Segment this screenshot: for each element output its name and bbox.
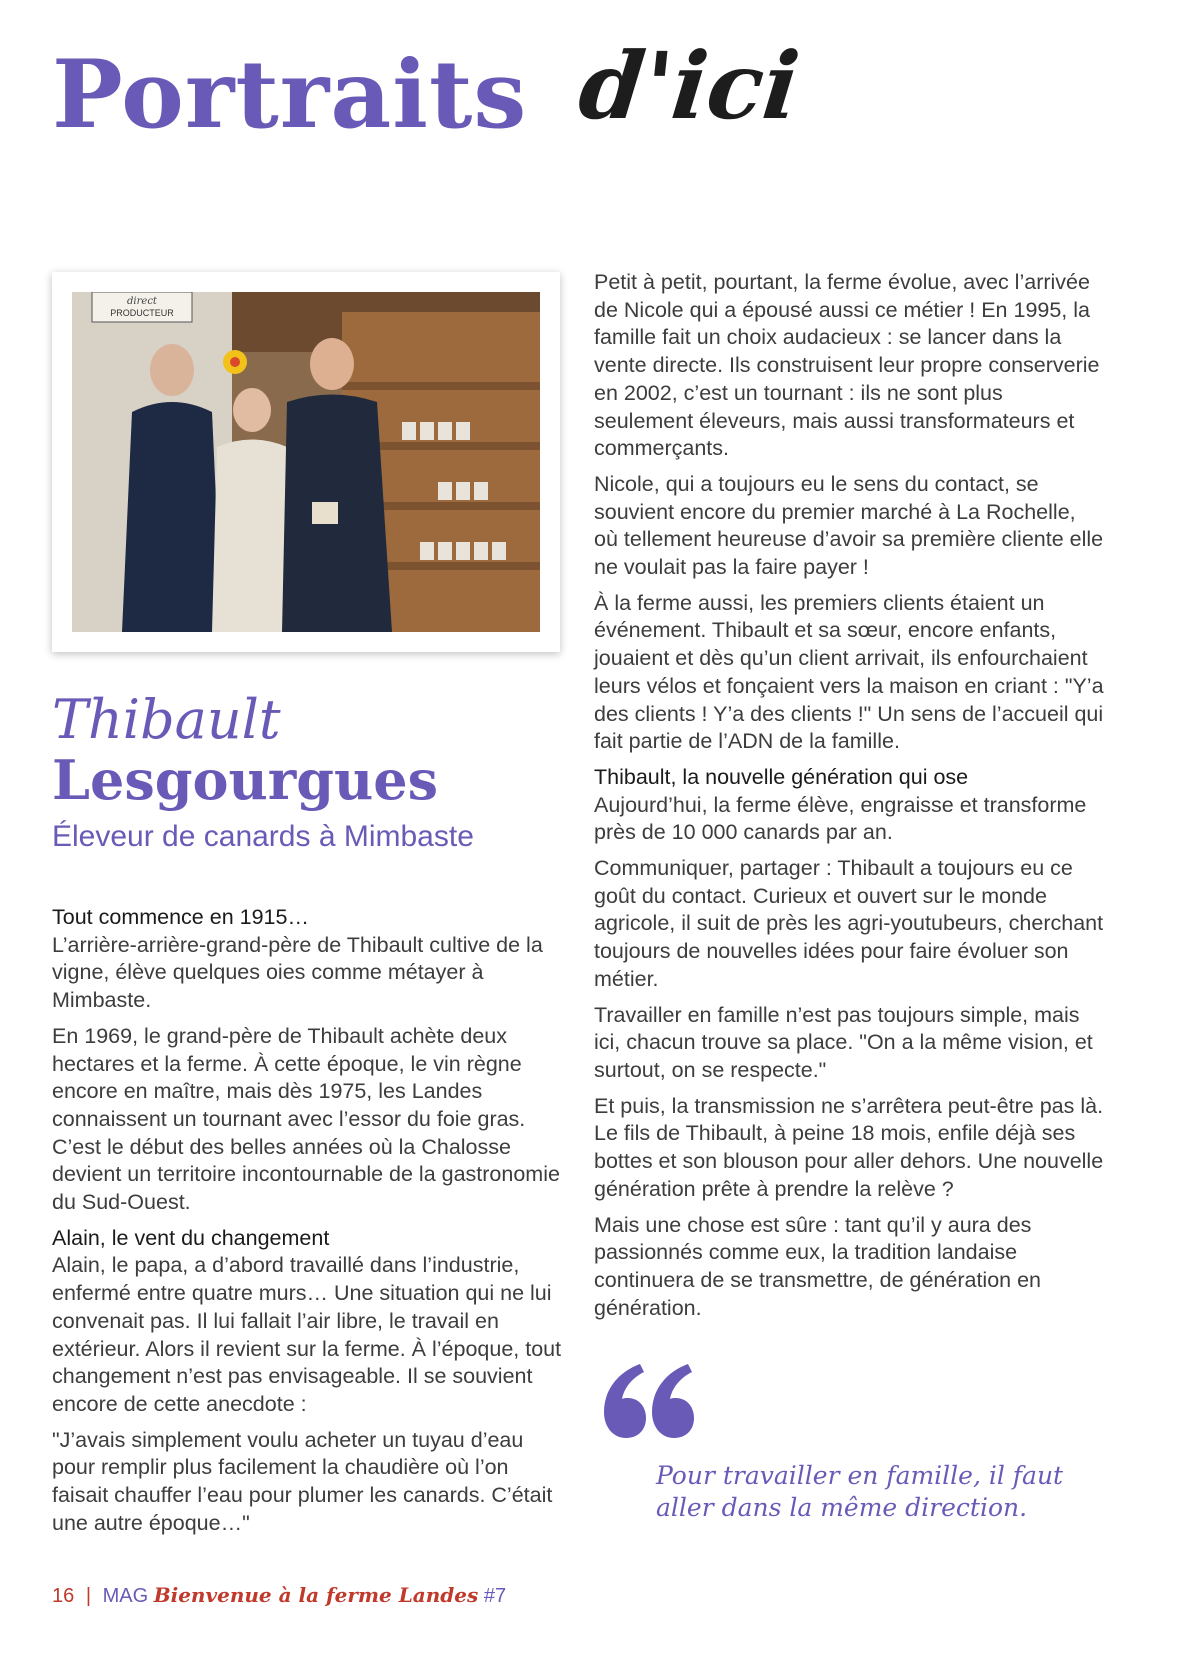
paragraph: Petit à petit, pourtant, la ferme évolue, avec l’arrivée de Nicole qui a épousé aussi ce métier ! En 1995, la famille fait un choix audacieux : se lancer dans la vente directe. Ils construisent leur propre conserverie en 2002, c’est un tournant : ils ne sont plus seulement éleveurs, mais aussi transformateurs et commerçants.	[594, 270, 1100, 461]
sign-line1: direct	[127, 296, 157, 307]
footer-publication: Bienvenue à la ferme Landes	[153, 1583, 479, 1607]
paragraph: À la ferme aussi, les premiers clients étaient un événement. Thibault et sa sœur, encore enfants, jouaient et dès qu’un client arrivait, ils enfourchaient leurs vélos et fonçaient vers la maison en criant : "Y’a des clients ! Y’a des clients !" Un sens de l’accueil qui fait partie de l’ADN de la famille.	[594, 590, 1104, 754]
person-last-name: Lesgourgues	[52, 748, 438, 812]
paragraph: "J’avais simplement voulu acheter un tuyau d’eau pour remplir plus facilement la chaudière où l’on faisait chauffer l’eau pour plumer les canards. C’était une autre époque…"	[52, 1427, 553, 1535]
right-column	[594, 269, 1104, 1330]
paragraph: L’arrière-arrière-grand-père de Thibault cultive de la vigne, élève quelques oies comme métayer à Mimbaste.	[52, 932, 543, 1013]
person-role: Éleveur de canards à Mimbaste	[52, 820, 474, 853]
page-footer	[52, 1583, 506, 1608]
page-number: 16	[52, 1585, 75, 1607]
person-first-name: Thibault	[52, 688, 281, 751]
quote-mark-icon	[600, 1360, 696, 1442]
portrait-photo	[72, 292, 540, 632]
section-heading: Tout commence en 1915…	[52, 905, 309, 929]
paragraph: Mais une chose est sûre : tant qu’il y aura des passionnés comme eux, la tradition landaise continuera de se transmettre, de génération en génération.	[594, 1212, 1042, 1320]
photo-frame	[52, 272, 560, 652]
sign-line2: PRODUCTEUR	[110, 308, 174, 318]
pull-quote: Pour travailler en famille, il faut aller dans la même direction.	[656, 1461, 1064, 1522]
left-column	[52, 904, 562, 1545]
paragraph: En 1969, le grand-père de Thibault achète deux hectares et la ferme. À cette époque, le vin règne encore en maître, mais dès 1975, les Landes connaissent un tournant avec l’essor du foie gras. C’est le début des belles années où la Chalosse devient un territoire incontournable de la gastronomie du Sud-Ouest.	[52, 1023, 560, 1215]
paragraph: Travailler en famille n’est pas toujours simple, mais ici, chacun trouve sa place. "On a la même vision, et surtout, on se respecte."	[594, 1002, 1093, 1082]
portrait-photo-illustration	[72, 292, 540, 632]
paragraph: Communiquer, partager : Thibault a toujours eu ce goût du contact. Curieux et ouvert sur le monde agricole, il suit de près les agri-youtubeurs, cherchant toujours de nouvelles idées pour faire évoluer son métier.	[594, 856, 1104, 991]
title-main: Portraits	[52, 40, 528, 150]
paragraph: Nicole, qui a toujours eu le sens du contact, se souvient encore du premier marché à La Rochelle, où tellement heureuse d’avoir sa première cliente elle ne voulait pas la faire payer !	[594, 471, 1104, 580]
footer-separator: |	[85, 1585, 92, 1607]
paragraph: Alain, le papa, a d’abord travaillé dans l’industrie, enfermé entre quatre murs… Une situation qui ne lui convenait pas. Il lui fallait l’air libre, le travail en extérieur. Alors il revient sur la ferme. À l’époque, tout changement n’est pas envisageable. Il se souvient encore de cette anecdote :	[52, 1253, 562, 1416]
paragraph: Aujourd’hui, la ferme élève, engraisse et transforme près de 10 000 canards par an.	[594, 792, 1087, 845]
section-heading: Alain, le vent du changement	[52, 1225, 330, 1250]
footer-mag-label: MAG	[102, 1585, 149, 1607]
section-heading: Thibault, la nouvelle génération qui ose	[594, 764, 969, 789]
page-title	[52, 32, 872, 168]
footer-issue: #7	[483, 1585, 507, 1607]
title-script: d'ici	[574, 32, 805, 140]
paragraph: Et puis, la transmission ne s’arrêtera peut-être pas là. Le fils de Thibault, à peine 18 mois, enfile déjà ses bottes et son blouson pour aller dehors. Une nouvelle génération prête à prendre la relève ?	[594, 1093, 1104, 1201]
